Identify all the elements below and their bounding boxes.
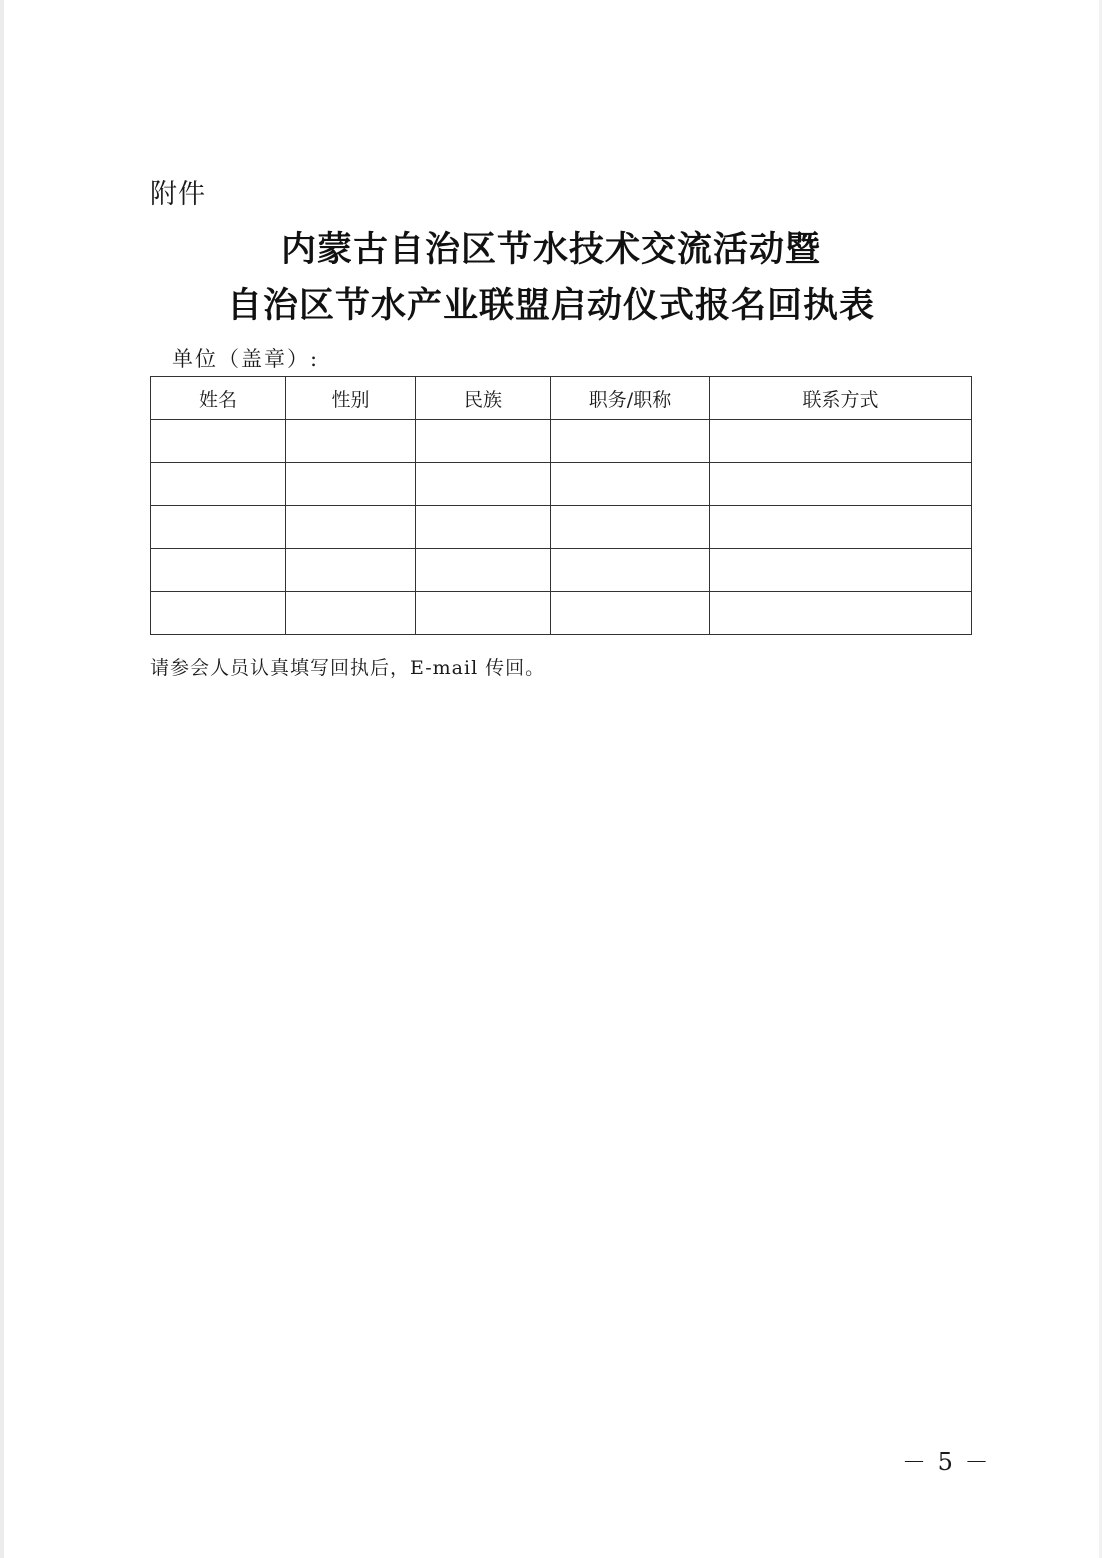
document-title-line-1: 内蒙古自治区节水技术交流活动暨 (280, 229, 821, 270)
header-position-title: 职务/职称 (551, 377, 710, 420)
table-cell[interactable] (710, 506, 972, 549)
table-cell[interactable] (151, 506, 286, 549)
table-cell[interactable] (286, 420, 416, 463)
submission-note: 请参会人员认真填写回执后，E-mail 传回。 (150, 657, 546, 679)
table-row (151, 549, 972, 592)
table-cell[interactable] (551, 549, 710, 592)
table-cell[interactable] (286, 463, 416, 506)
table-cell[interactable] (551, 463, 710, 506)
table-cell[interactable] (286, 549, 416, 592)
header-gender: 性别 (286, 377, 416, 420)
table-row (151, 506, 972, 549)
attachment-label: 附件 (150, 179, 206, 210)
table-cell[interactable] (551, 592, 710, 635)
table-cell[interactable] (286, 506, 416, 549)
table-cell[interactable] (151, 592, 286, 635)
table-cell[interactable] (710, 592, 972, 635)
header-contact: 联系方式 (710, 377, 972, 420)
table-cell[interactable] (710, 463, 972, 506)
header-ethnicity: 民族 (416, 377, 551, 420)
table-cell[interactable] (151, 549, 286, 592)
header-name: 姓名 (151, 377, 286, 420)
document-title-line-2: 自治区节水产业联盟启动仪式报名回执表 (226, 285, 875, 326)
registration-table (150, 376, 972, 635)
table-cell[interactable] (416, 549, 551, 592)
table-cell[interactable] (416, 592, 551, 635)
table-cell[interactable] (416, 463, 551, 506)
table-cell[interactable] (551, 420, 710, 463)
table-cell[interactable] (710, 549, 972, 592)
table-cell[interactable] (551, 506, 710, 549)
table-row (151, 463, 972, 506)
table-cell[interactable] (416, 506, 551, 549)
unit-stamp-label: 单位（盖章）: (172, 347, 320, 371)
table-cell[interactable] (416, 420, 551, 463)
page-number: － 5 － (902, 1448, 991, 1476)
table-row (151, 420, 972, 463)
table-cell[interactable] (151, 420, 286, 463)
table-header-row (151, 377, 972, 420)
table-cell[interactable] (710, 420, 972, 463)
table-row (151, 592, 972, 635)
table-cell[interactable] (151, 463, 286, 506)
table-cell[interactable] (286, 592, 416, 635)
